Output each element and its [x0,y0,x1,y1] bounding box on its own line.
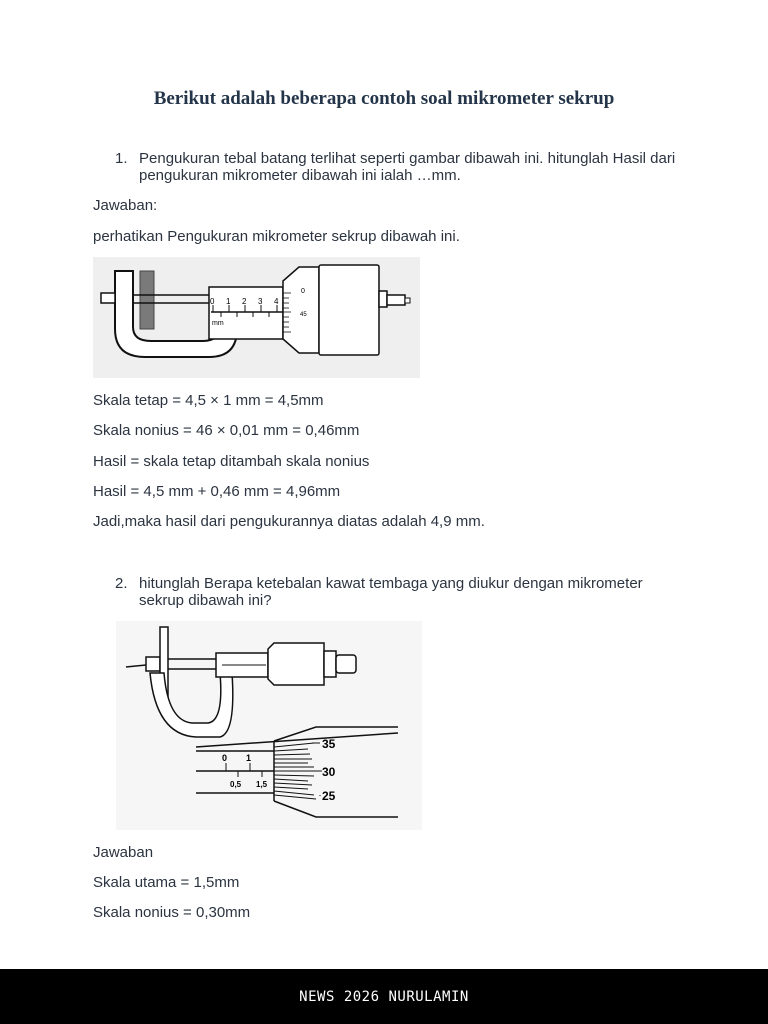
main-scale-tick-1: 1 [226,297,231,306]
main-scale-tick-2: 2 [242,297,247,306]
thimble-label-35: 35 [322,737,336,751]
answer-2-label: Jawaban [93,844,154,861]
question-2-number: 2. [115,575,128,592]
answer-2-line-2: Skala nonius = 0,30mm [93,904,251,921]
upper-tick-1: 1 [246,753,252,763]
unit-label: mm [212,320,224,327]
answer-1-line-3: Hasil = skala tetap ditambah skala nonius [93,453,370,470]
question-2-text: hitunglah Berapa ketebalan kawat tembaga yang diukur dengan mikrometer sekrup dibawah ini? [139,575,643,609]
answer-1-line-5: Jadi,maka hasil dari pengukurannya diatas adalah 4,9 mm. [93,513,485,530]
micrometer-figure-2 [116,621,422,830]
main-scale-tick-4: 4 [274,297,279,306]
thimble-label-25: 25 [322,789,336,803]
thimble-label-45: 45 [300,312,307,318]
thimble-label-0: 0 [301,288,305,295]
footer-text: NEWS 2026 NURULAMIN [299,989,469,1005]
question-1-text: Pengukuran tebal batang terlihat seperti gambar dibawah ini. hitunglah Hasil dari pengukuran mikrometer dibawah ini ialah …mm. [139,150,676,184]
lower-tick-1-5: 1,5 [256,780,268,789]
answer-1-line-2: Skala nonius = 46 × 0,01 mm = 0,46mm [93,422,360,439]
main-scale-tick-0: 0 [210,297,215,306]
upper-tick-0: 0 [222,753,228,763]
thimble-label-30: 30 [322,765,336,779]
footer-bar [0,969,768,1024]
question-1-number: 1. [115,150,128,167]
micrometer-figure-1 [93,257,420,378]
lower-tick-0-5: 0,5 [230,780,242,789]
answer-1-line-1: Skala tetap = 4,5 × 1 mm = 4,5mm [93,392,324,409]
answer-1-intro: perhatikan Pengukuran mikrometer sekrup dibawah ini. [93,228,460,245]
page-title: Berikut adalah beberapa contoh soal mikrometer sekrup [153,88,615,109]
answer-1-line-4: Hasil = 4,5 mm + 0,46 mm = 4,96mm [93,483,341,500]
main-scale-tick-3: 3 [258,297,263,306]
answer-1-label: Jawaban: [93,197,158,214]
answer-2-line-1: Skala utama = 1,5mm [93,874,240,891]
